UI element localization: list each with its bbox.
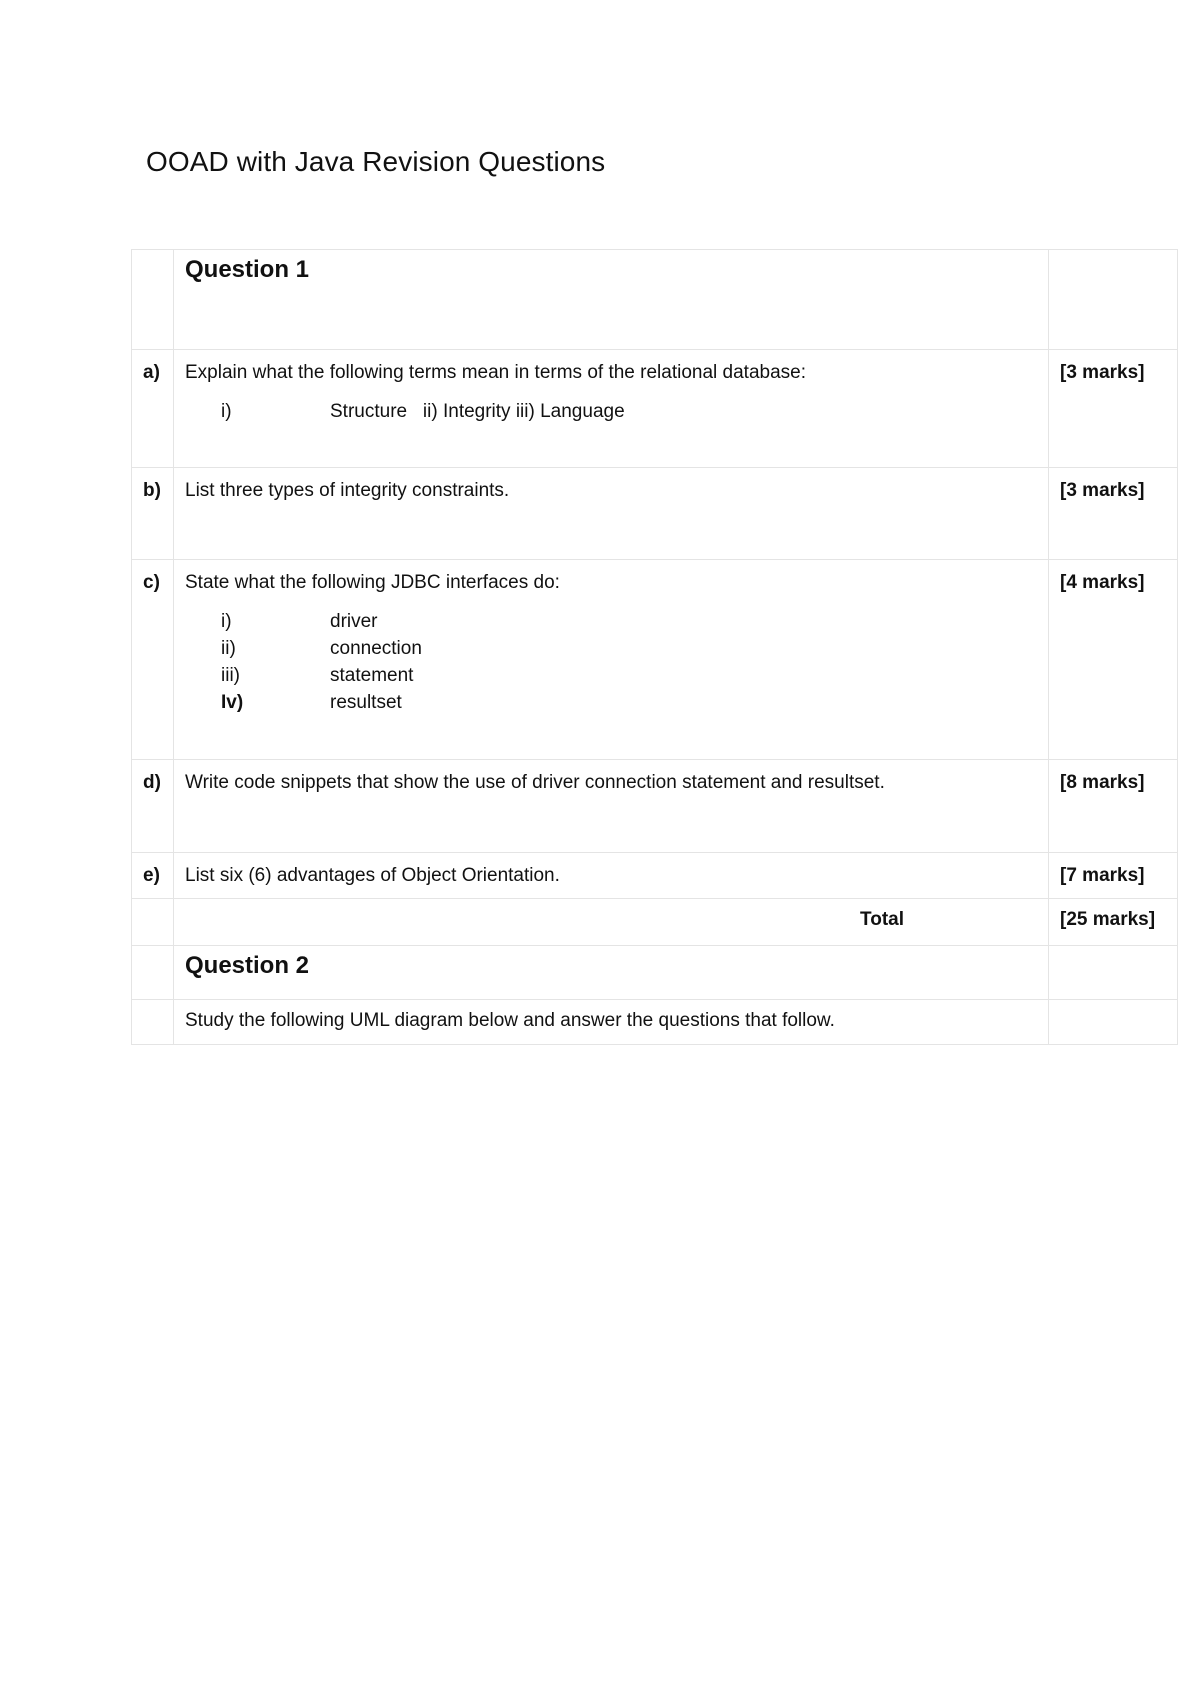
body-cell	[174, 1000, 1049, 1045]
part-marks: [7 marks]	[1060, 865, 1145, 886]
question2-heading-row	[132, 946, 1178, 1000]
marks-cell	[1049, 946, 1178, 1000]
label-cell	[132, 899, 174, 946]
sub-item-list	[185, 608, 1038, 716]
question-part-row	[132, 468, 1178, 560]
sub-item-text: driver	[330, 611, 378, 632]
part-label: b)	[143, 480, 161, 501]
questions-table	[131, 249, 1178, 1045]
total-marks: [25 marks]	[1060, 909, 1156, 930]
marks-cell	[1049, 468, 1178, 560]
part-marks: [8 marks]	[1060, 772, 1145, 793]
part-label: c)	[143, 572, 160, 593]
part-text: Write code snippets that show the use of driver connection statement and resultset.	[185, 772, 885, 793]
part-marks: [3 marks]	[1060, 362, 1145, 383]
question2-heading: Question 2	[185, 952, 310, 979]
label-cell	[132, 1000, 174, 1045]
sub-item-number: i)	[221, 401, 232, 422]
question-part-row	[132, 853, 1178, 899]
question2-intro: Study the following UML diagram below and answer the questions that follow.	[185, 1010, 835, 1031]
sub-item-text: statement	[330, 665, 414, 686]
body-cell	[174, 899, 1049, 946]
part-label: d)	[143, 772, 161, 793]
question-part-row	[132, 350, 1178, 468]
label-cell	[132, 250, 174, 350]
sub-item	[221, 398, 1038, 425]
marks-cell	[1049, 560, 1178, 760]
sub-item	[221, 689, 1038, 716]
marks-cell	[1049, 350, 1178, 468]
total-row	[132, 899, 1178, 946]
sub-item	[221, 662, 1038, 689]
body-cell	[174, 468, 1049, 560]
document-title: OOAD with Java Revision Questions	[146, 146, 606, 177]
marks-cell	[1049, 760, 1178, 853]
body-cell	[174, 560, 1049, 760]
part-marks: [4 marks]	[1060, 572, 1145, 593]
sub-item-number: i)	[221, 611, 232, 632]
question2-intro-row	[132, 1000, 1178, 1045]
question-part-row	[132, 560, 1178, 760]
sub-item-number: ii)	[221, 638, 236, 659]
part-text: List three types of integrity constraints.	[185, 480, 510, 501]
part-marks: [3 marks]	[1060, 480, 1145, 501]
question1-heading: Question 1	[185, 256, 310, 283]
total-label: Total	[860, 909, 904, 930]
question-part-row	[132, 760, 1178, 853]
sub-item-number: iii)	[221, 665, 240, 686]
part-text: List six (6) advantages of Object Orientation.	[185, 865, 560, 886]
body-cell	[174, 350, 1049, 468]
marks-cell	[1049, 899, 1178, 946]
marks-cell	[1049, 1000, 1178, 1045]
sub-item-number: Iv)	[221, 692, 244, 713]
marks-cell	[1049, 853, 1178, 899]
sub-item-text: resultset	[330, 692, 402, 713]
sub-item	[221, 635, 1038, 662]
label-cell	[132, 853, 174, 899]
sub-item-list	[185, 398, 1038, 425]
body-cell	[174, 853, 1049, 899]
part-text: State what the following JDBC interfaces do:	[185, 572, 560, 593]
part-label: e)	[143, 865, 160, 886]
marks-cell	[1049, 250, 1178, 350]
part-label: a)	[143, 362, 160, 383]
label-cell	[132, 760, 174, 853]
part-text: Explain what the following terms mean in terms of the relational database:	[185, 362, 806, 383]
body-cell	[174, 760, 1049, 853]
label-cell	[132, 468, 174, 560]
sub-item	[221, 608, 1038, 635]
sub-item-text: connection	[330, 638, 422, 659]
question1-heading-row	[132, 250, 1178, 350]
body-cell	[174, 250, 1049, 350]
body-cell	[174, 946, 1049, 1000]
label-cell	[132, 560, 174, 760]
label-cell	[132, 350, 174, 468]
sub-item-text: Structure ii) Integrity iii) Language	[330, 401, 625, 422]
label-cell	[132, 946, 174, 1000]
